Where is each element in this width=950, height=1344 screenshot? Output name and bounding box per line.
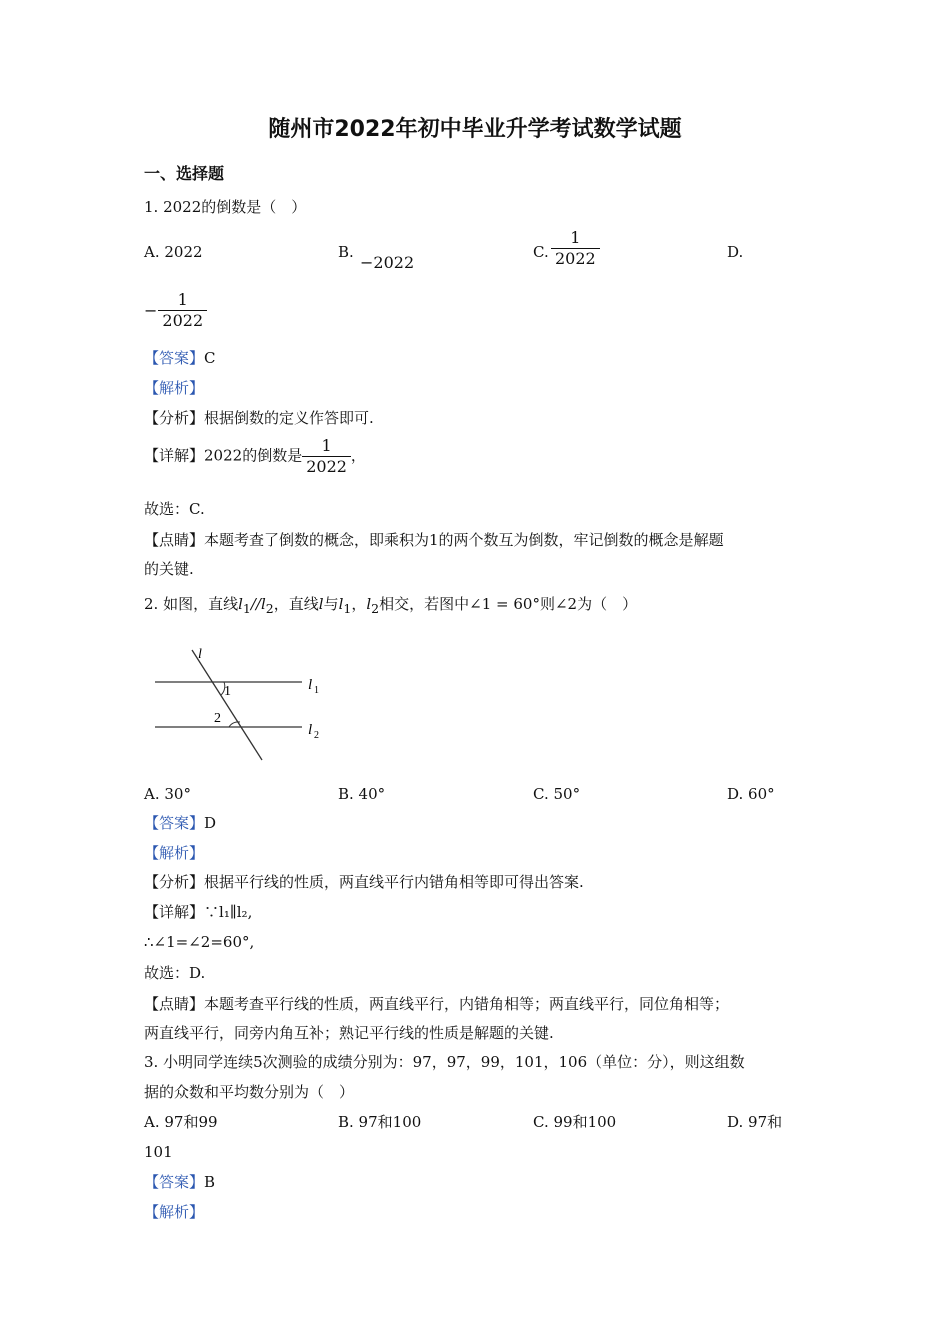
q2-stem-suffix: 则∠2为（ ） — [539, 595, 638, 613]
answer-tag: 【答案】 — [144, 814, 205, 832]
answer-tag: 【答案】 — [144, 1173, 205, 1191]
transversal-l — [192, 650, 262, 760]
dianjing-tag: 【点睛】 — [144, 995, 205, 1013]
minus-sign: − — [144, 300, 158, 320]
q1-option-c-label: C. — [533, 243, 549, 261]
q1-option-d-label: D. — [727, 243, 744, 261]
q1-option-b-value: −2022 — [360, 253, 415, 272]
xiangjie-tag: 【详解】 — [144, 903, 205, 921]
q1-dianjing-1 — [144, 530, 724, 550]
var-l2: l — [366, 595, 372, 613]
fenxi-tag: 【分析】 — [144, 409, 205, 427]
q3-option-d: D. 97和 — [727, 1113, 783, 1131]
q2-xiangjie — [144, 902, 252, 922]
q2-stem-prefix: 2. 如图，直线 — [144, 595, 239, 613]
label-l1-sub: 1 — [314, 685, 319, 696]
answer-tag: 【答案】 — [144, 349, 205, 367]
answer-value: D — [204, 814, 217, 832]
var-l1: l — [238, 595, 243, 613]
xiangjie-tag: 【详解】 — [144, 446, 205, 465]
q1-answer — [144, 348, 216, 368]
angle-condition: ∠1 = 60° — [469, 595, 540, 613]
sub-1: 1 — [242, 601, 251, 616]
q1-option-d-value — [144, 290, 207, 331]
q3-jiexi — [144, 1202, 204, 1222]
fraction-numerator: 1 — [177, 290, 188, 309]
dianjing-text: 本题考查了倒数的概念，即乘积为1的两个数互为倒数，牢记倒数的概念是解题 — [204, 531, 724, 549]
fraction-denominator: 2022 — [302, 456, 351, 477]
q1-xiangjie — [144, 436, 366, 477]
q1-dianjing-2: 的关键. — [144, 560, 194, 578]
q2-dianjing-2: 两直线平行，同旁内角互补；熟记平行线的性质是解题的关键. — [144, 1024, 554, 1042]
section-heading: 一、选择题 — [144, 164, 225, 183]
q2-therefore: ∴∠1=∠2=60°, — [144, 933, 255, 951]
q1-jiexi — [144, 378, 204, 398]
q2-stem-mid4: 相交，若图中 — [379, 595, 470, 613]
dianjing-tag: 【点睛】 — [144, 531, 205, 549]
q3-stem-1: 3. 小明同学连续5次测验的成绩分别为：97，97，99，101，106（单位：分），则这组数 — [144, 1053, 745, 1071]
fraction-numerator: 1 — [321, 436, 332, 455]
q2-jiexi — [144, 843, 204, 863]
q3-option-a: A. 97和99 — [144, 1113, 218, 1131]
parallel-sign: // — [250, 595, 261, 613]
xiangjie-text: 2022的倒数是 — [204, 446, 303, 465]
q3-option-d-wrap: 101 — [144, 1143, 173, 1161]
label-l2-sub: 2 — [314, 730, 319, 741]
q2-choose: 故选：D. — [144, 964, 206, 982]
fenxi-text: 根据倒数的定义作答即可. — [204, 409, 374, 427]
q2-fenxi — [144, 872, 584, 892]
xiangjie-end: ， — [350, 446, 366, 465]
q3-option-c: C. 99和100 — [533, 1113, 617, 1131]
q2-option-b: B. 40° — [338, 785, 386, 803]
sub-1: 1 — [343, 601, 352, 616]
q2-dianjing-1 — [144, 994, 729, 1014]
q2-option-a: A. 30° — [144, 785, 191, 803]
q2-stem-mid1: ，直线 — [273, 595, 319, 613]
label-angle-1: 1 — [224, 684, 231, 699]
q3-option-b: B. 97和100 — [338, 1113, 422, 1131]
answer-value: C — [204, 349, 216, 367]
var-l2: l — [260, 595, 266, 613]
parallel-lines-figure — [140, 640, 340, 770]
fraction-denominator: 2022 — [551, 248, 600, 269]
sub-2: 2 — [371, 601, 380, 616]
fenxi-text: 根据平行线的性质，两直线平行内错角相等即可得出答案. — [204, 873, 584, 891]
q3-stem-2: 据的众数和平均数分别为（ ） — [144, 1083, 355, 1101]
fenxi-tag: 【分析】 — [144, 873, 205, 891]
q2-stem — [144, 594, 637, 619]
label-l1: l — [308, 677, 313, 693]
q1-choose: 故选：C. — [144, 500, 205, 518]
fraction-denominator: 2022 — [158, 310, 207, 331]
jiexi-tag: 【解析】 — [144, 844, 205, 862]
q1-option-c-fraction — [551, 228, 600, 269]
q2-stem-mid3: ， — [351, 595, 367, 613]
xiangjie-text: ∵l₁∥l₂, — [204, 903, 253, 921]
var-l1: l — [338, 595, 344, 613]
q2-stem-mid2: 与 — [323, 595, 339, 613]
jiexi-tag: 【解析】 — [144, 1203, 205, 1221]
q2-option-c: C. 50° — [533, 785, 581, 803]
answer-value: B — [204, 1173, 216, 1191]
q1-stem: 1. 2022的倒数是（ ） — [144, 198, 307, 216]
q1-option-a: A. 2022 — [144, 243, 203, 261]
q2-option-d: D. 60° — [727, 785, 775, 803]
q3-answer — [144, 1172, 215, 1192]
dianjing-text: 本题考查平行线的性质，两直线平行，内错角相等；两直线平行，同位角相等； — [204, 995, 730, 1013]
var-l: l — [318, 595, 324, 613]
jiexi-tag: 【解析】 — [144, 379, 205, 397]
q2-answer — [144, 813, 216, 833]
q1-option-b-label: B. — [338, 243, 354, 261]
sub-2: 2 — [265, 601, 274, 616]
page-title: 随州市2022年初中毕业升学考试数学试题 — [268, 117, 682, 142]
fraction-numerator: 1 — [570, 228, 581, 247]
label-angle-2: 2 — [214, 711, 221, 726]
label-l2: l — [308, 722, 313, 738]
label-l: l — [198, 647, 202, 662]
q1-fenxi — [144, 408, 374, 428]
